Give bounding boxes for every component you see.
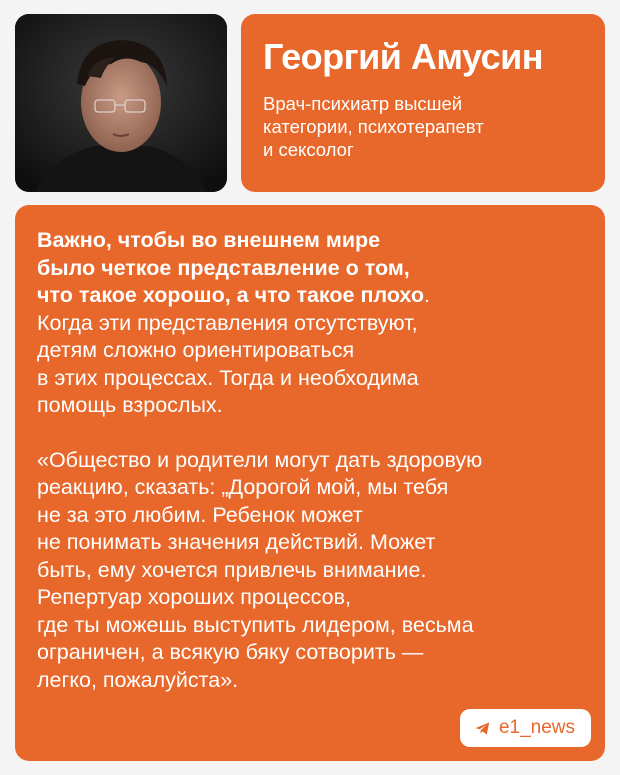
quote-card — [15, 205, 605, 761]
text-line: в этих процессах. Тогда и необходима — [37, 365, 419, 390]
bold-line: Важно, чтобы во внешнем мире — [37, 228, 381, 252]
role-line: и сексолог — [263, 139, 354, 160]
person-role — [263, 92, 585, 161]
bold-line: было четкое представление о том, — [37, 255, 410, 280]
quote-paragraph — [37, 447, 587, 695]
role-line: категории, психотерапевт — [263, 116, 484, 137]
telegram-badge[interactable] — [460, 709, 591, 747]
portrait-photo — [15, 14, 227, 192]
channel-name: e1_news — [498, 717, 575, 738]
name-card — [241, 14, 605, 192]
text-line: детям сложно ориентироваться — [37, 338, 355, 362]
quote-line: быть, ему хочется привлечь внимание. — [37, 557, 427, 582]
quote-line: Репертуар хороших процессов, — [37, 585, 351, 609]
text-line: помощь взрослых. — [37, 393, 223, 417]
quote-line: легко, пожалуйста». — [37, 667, 239, 692]
telegram-icon — [474, 720, 491, 737]
portrait-image — [15, 14, 227, 192]
bold-line: что такое хорошо, а что такое плохо — [37, 283, 424, 307]
bold-tail: . — [424, 283, 430, 307]
quote-line: ограничен, а всякую бяку сотворить — — [37, 640, 424, 664]
person-name: Георгий Амусин — [263, 36, 544, 77]
text-line: Когда эти представления отсутствуют, — [37, 310, 418, 335]
intro-paragraph — [37, 227, 587, 420]
quote-line: «Общество и родители могут дать здоровую — [37, 447, 483, 472]
bold-line-wrapper — [37, 282, 587, 310]
quote-line: где ты можешь выступить лидером, весьма — [37, 612, 474, 637]
role-line: Врач-психиатр высшей — [263, 93, 463, 114]
quote-line: не понимать значения действий. Может — [37, 530, 436, 554]
quote-line: реакцию, сказать: „Дорогой мой, мы тебя — [37, 475, 449, 499]
quote-line: не за это любим. Ребенок может — [37, 502, 363, 527]
